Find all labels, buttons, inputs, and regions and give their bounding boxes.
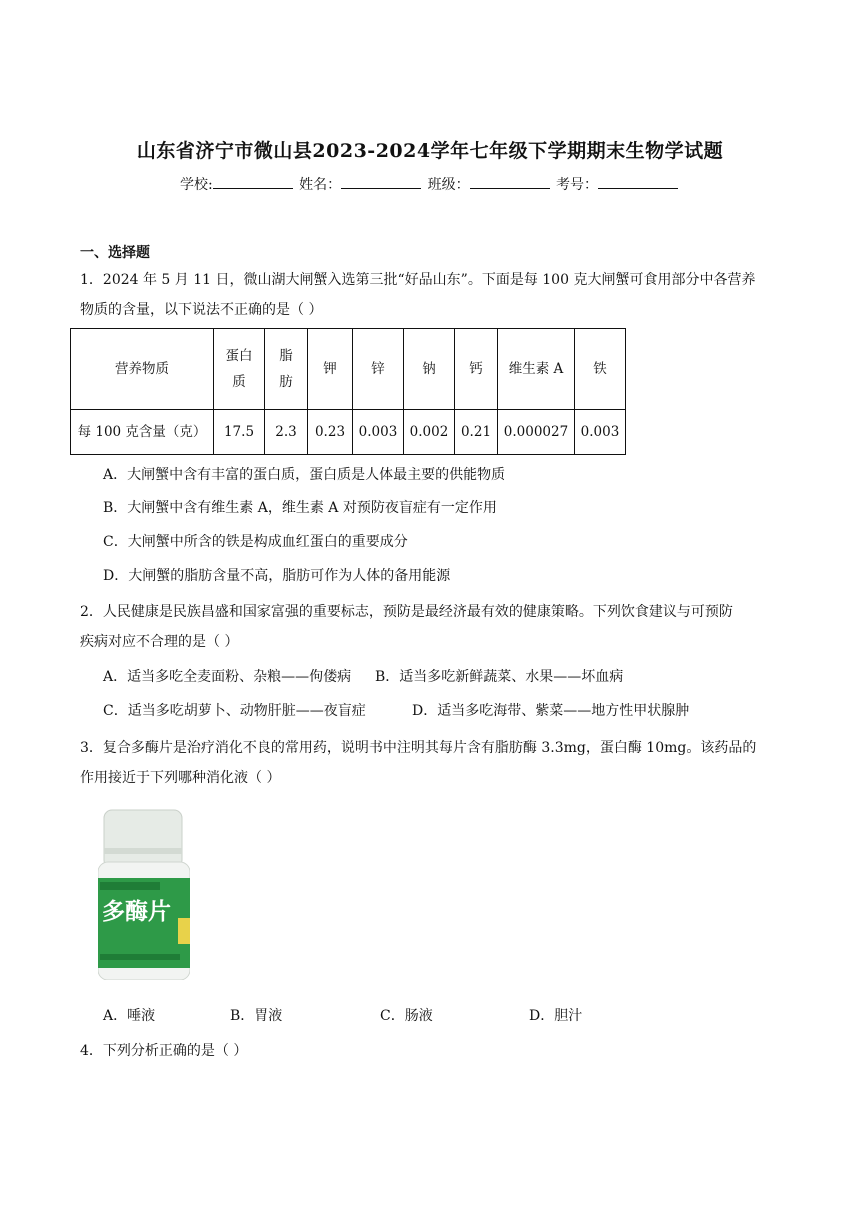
class-blank[interactable]	[470, 174, 550, 189]
question-2-line-1: 2．人民健康是民族昌盛和国家富强的重要标志，预防是最经济最有效的健康策略。下列饮食建议与可预防	[80, 604, 733, 620]
question-1-line-2: 物质的含量，以下说法不正确的是（ ）	[80, 302, 323, 318]
value-potassium: 0.23	[308, 410, 353, 455]
exam-number-label: 考号：	[556, 177, 599, 193]
medicine-bottle-image	[98, 808, 190, 980]
q2-option-b[interactable]: B．适当多吃新鲜蔬菜、水果——坏血病	[375, 669, 624, 685]
question-4-stem	[80, 1036, 785, 1066]
value-vitamin-a: 0.000027	[498, 410, 575, 455]
q2-option-c[interactable]: C．适当多吃胡萝卜、动物肝脏——夜盲症	[103, 703, 366, 719]
page-title: 山东省济宁市微山县2023-2024学年七年级下学期期末生物学试题	[136, 140, 724, 162]
class-label: 班级：	[427, 177, 470, 193]
school-blank[interactable]	[213, 174, 293, 189]
q3-option-b[interactable]: B．胃液	[230, 1008, 283, 1024]
question-3-line-2: 作用接近于下列哪种消化液（ ）	[80, 770, 281, 786]
table-header-row	[71, 329, 626, 410]
bottle-label-text: 多酶片	[102, 899, 171, 925]
header-calcium: 钙	[455, 329, 498, 410]
value-sodium: 0.002	[404, 410, 455, 455]
value-iron: 0.003	[575, 410, 626, 455]
row-label: 每 100 克含量（克）	[71, 410, 214, 455]
question-2-line-2: 疾病对应不合理的是（ ）	[80, 634, 239, 650]
header-zinc: 锌	[353, 329, 404, 410]
value-fat: 2.3	[265, 410, 308, 455]
header-protein: 蛋白 质	[214, 329, 265, 410]
header-sodium: 钠	[404, 329, 455, 410]
school-label: 学校:	[179, 177, 213, 193]
question-4-line-1: 4．下列分析正确的是（ ）	[80, 1043, 248, 1059]
student-info-line	[0, 174, 860, 194]
q1-option-c[interactable]: C．大闸蟹中所含的铁是构成血红蛋白的重要成分	[103, 534, 408, 550]
q3-option-a[interactable]: A．唾液	[103, 1008, 156, 1024]
nutrition-table	[70, 328, 626, 455]
exam-number-blank[interactable]	[598, 174, 678, 189]
question-3-stem	[80, 733, 785, 793]
q3-option-d[interactable]: D．胆汁	[529, 1008, 583, 1024]
header-potassium: 钾	[308, 329, 353, 410]
question-1-stem	[80, 265, 785, 325]
q2-option-d[interactable]: D．适当多吃海带、紫菜——地方性甲状腺肿	[412, 703, 690, 719]
q1-option-b[interactable]: B．大闸蟹中含有维生素 A，维生素 A 对预防夜盲症有一定作用	[103, 500, 497, 516]
q1-option-a[interactable]: A．大闸蟹中含有丰富的蛋白质，蛋白质是人体最主要的供能物质	[103, 467, 506, 483]
section-heading: 一、选择题	[80, 245, 150, 261]
question-2-stem	[80, 597, 785, 657]
table-row	[71, 410, 626, 455]
value-calcium: 0.21	[455, 410, 498, 455]
name-blank[interactable]	[341, 174, 421, 189]
header-nutrient: 营养物质	[71, 329, 214, 410]
q3-option-c[interactable]: C．肠液	[380, 1008, 433, 1024]
header-fat: 脂 肪	[265, 329, 308, 410]
value-zinc: 0.003	[353, 410, 404, 455]
question-1-line-1: 1．2024 年 5 月 11 日，微山湖大闸蟹入选第三批“好品山东”。下面是每 100 克大闸蟹可食用部分中各营养	[80, 272, 756, 288]
q2-option-a[interactable]: A．适当多吃全麦面粉、杂粮——佝偻病	[103, 669, 352, 685]
name-label: 姓名：	[299, 177, 342, 193]
value-protein: 17.5	[214, 410, 265, 455]
q1-option-d[interactable]: D．大闸蟹的脂肪含量不高，脂肪可作为人体的备用能源	[103, 568, 451, 584]
header-iron: 铁	[575, 329, 626, 410]
question-3-line-1: 3．复合多酶片是治疗消化不良的常用药，说明书中注明其每片含有脂肪酶 3.3mg，蛋白酶 10mg。该药品的	[80, 740, 757, 756]
header-vitamin-a: 维生素 A	[498, 329, 575, 410]
